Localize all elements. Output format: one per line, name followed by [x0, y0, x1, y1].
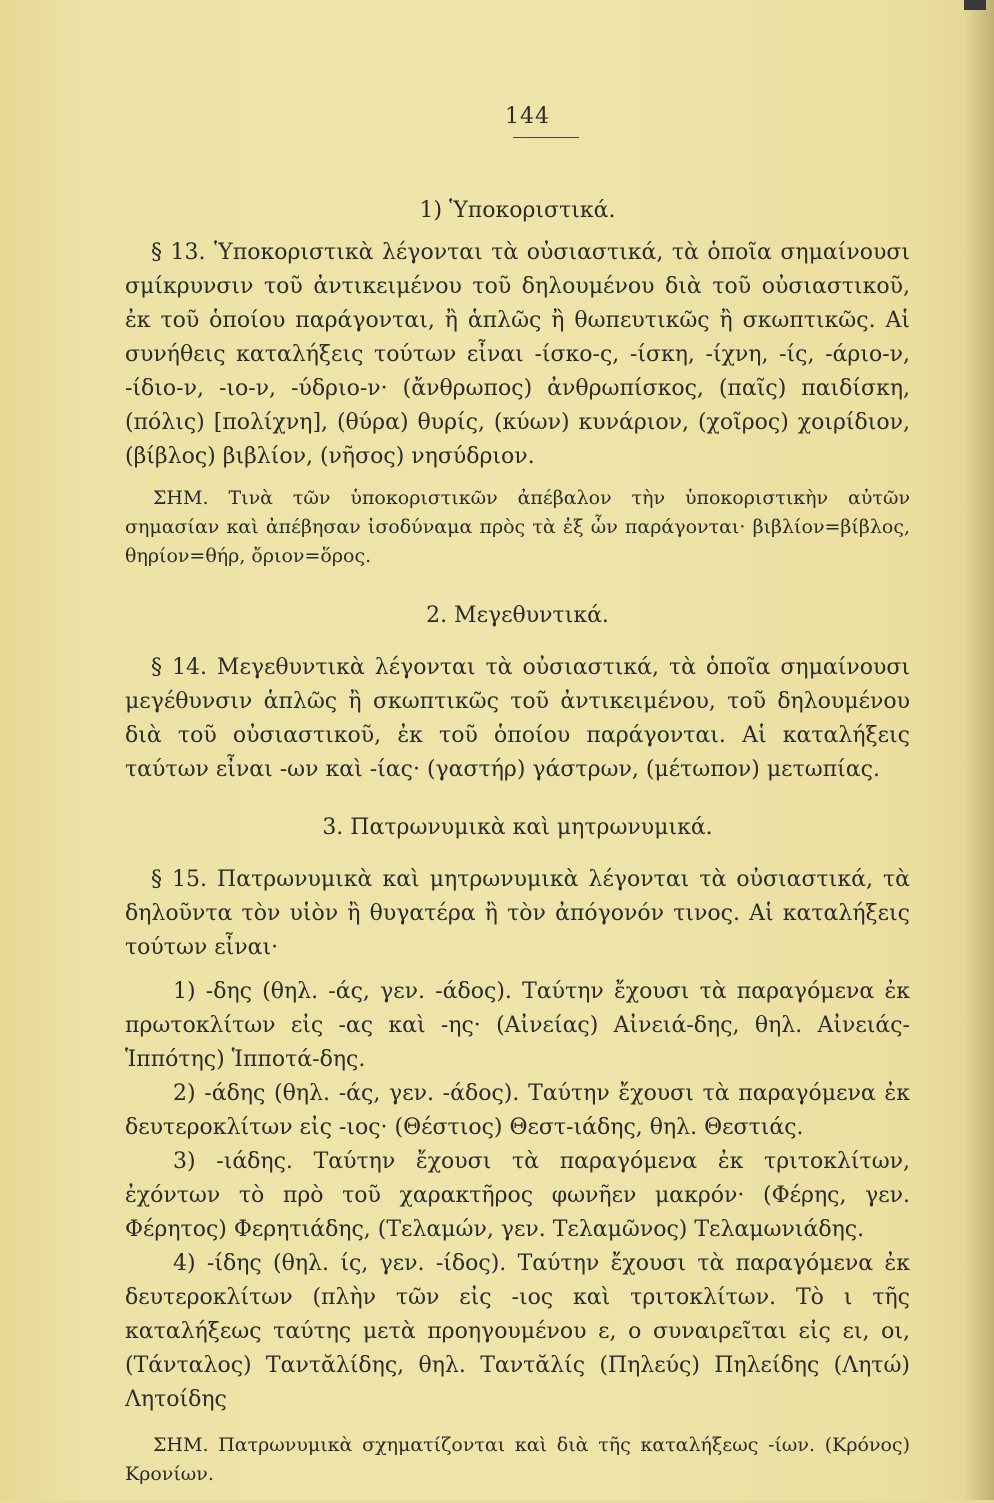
page-content — [125, 100, 910, 1503]
section-1-heading: 1) Ὑποκοριστικά. — [419, 198, 616, 223]
section-3-item-2: 2) -άδης (θηλ. -άς, γεν. -άδος). Ταύτην ἔχουσι τὰ παραγόμενα ἐκ δευτεροκλίτων εἰς -ιος· (Θέστιος) Θεστ-ιάδης, θηλ. Θεστιάς. — [125, 1081, 910, 1140]
section-2-heading: 2. Μεγεθυντικά. — [426, 603, 609, 628]
section-2-paragraph: § 14. Μεγεθυντικὰ λέγονται τὰ οὐσιαστικά, τὰ ὁποῖα σημαίνουσι μεγέθυνσιν ἁπλῶς ἢ σκωπτικῶς τοῦ ἀντικειμένου, τοῦ δηλουμένου διὰ τοῦ οὐσιαστικοῦ, ἐκ τοῦ ὁποίου παράγονται. Αἱ καταλήξεις ταύτων εἶναι -ων καὶ -ίας· (γαστήρ) γάστρων, (μέτωπον) μετωπίας. — [125, 655, 910, 782]
section-3-note: ΣΗΜ. Πατρωνυμικὰ σχηματίζονται καὶ διὰ τῆς καταλήξεως -ίων. (Κρόνος) Κρονίων. — [125, 1434, 910, 1485]
section-3-item-3: 3) -ιάδης. Ταύτην ἔχουσι τὰ παραγόμενα ἐκ τριτοκλίτων, ἐχόντων τὸ πρὸ τοῦ χαρακτῆρος φωνῆεν μακρόν· (Φέρης, γεν. Φέρητος) Φερητιάδης, (Τελαμών, γεν. Τελαμῶνος) Τελαμωνιάδης. — [125, 1149, 910, 1242]
section-3-paragraph: § 15. Πατρωνυμικὰ καὶ μητρωνυμικὰ λέγονται τὰ οὐσιαστικά, τὰ δηλοῦντα τὸν υἱὸν ἢ θυγατέρα ἢ τὸν ἀπόγονόν τινος. Αἱ καταλήξεις τούτων εἶναι· — [125, 867, 910, 960]
page-number-rule — [513, 137, 579, 138]
section-3-item-1: 1) -δης (θηλ. -άς, γεν. -άδος). Ταύτην ἔχουσι τὰ παραγόμενα ἐκ πρωτοκλίτων εἰς -ας καὶ -ης· (Αἰνείας) Αἰνειά-δης, θηλ. Αἰνειάς- Ἱππότης) Ἱπποτά-δης. — [125, 979, 910, 1072]
section-3-item-4: 4) -ίδης (θηλ. ίς, γεν. -ίδος). Ταύτην ἔχουσι τὰ παραγόμενα ἐκ δευτεροκλίτων (πλὴν τῶν εἰς -ιος καὶ τριτοκλίτων. Τὸ ι τῆς καταλήξεως ταύτης μετὰ προηγουμένου ε, ο συναιρεῖται εἰς ει, οι, (Τάνταλος) Ταντᾰλίδης, θηλ. Ταντᾰλίς (Πηλεύς) Πηλείδης (Λητώ) Λητοίδης — [125, 1251, 910, 1412]
page-number: 144 — [505, 104, 550, 129]
section-1-note: ΣΗΜ. Τινὰ τῶν ὑποκοριστικῶν ἀπέβαλον τὴν ὑποκοριστικὴν αὐτῶν σημασίαν καὶ ἀπέβησαν ἰσοδύναμα πρὸς τὰ ἐξ ὧν παράγονται· βιβλίον=βίβλος, θηρίον=θήρ, ὄριον=ὅρος. — [125, 487, 910, 567]
page-edge-shadow — [964, 0, 994, 1500]
corner-mark — [964, 0, 986, 10]
section-3-heading: 3. Πατρωνυμικὰ καὶ μητρωνυμικά. — [322, 815, 713, 840]
section-1-paragraph: § 13. Ὑποκοριστικὰ λέγονται τὰ οὐσιαστικά, τὰ ὁποῖα σημαίνουσι σμίκρυνσιν τοῦ ἀντικειμένου τοῦ δηλουμένου διὰ τοῦ οὐσιαστικοῦ, ἐκ τοῦ ὁποίου παράγονται, ἢ ἁπλῶς ἢ θωπευτικῶς ἢ σκωπτικῶς. Αἱ συνήθεις καταλήξεις τούτων εἶναι -ίσκο-ς, -ίσκη, -ίχνη, -ίς, -άριο-ν, -ίδιο-ν, -ιο-ν, -ύδριο-ν· (ἄνθρωπος) ἀνθρωπίσκος, (παῖς) παιδίσκη, (πόλις) [πολίχνη], (θύρα) θυρίς, (κύων) κυνάριον, (χοῖρος) χοιρίδιον, (βίβλος) βιβλίον, (νῆσος) νησύδριον. — [125, 240, 910, 469]
